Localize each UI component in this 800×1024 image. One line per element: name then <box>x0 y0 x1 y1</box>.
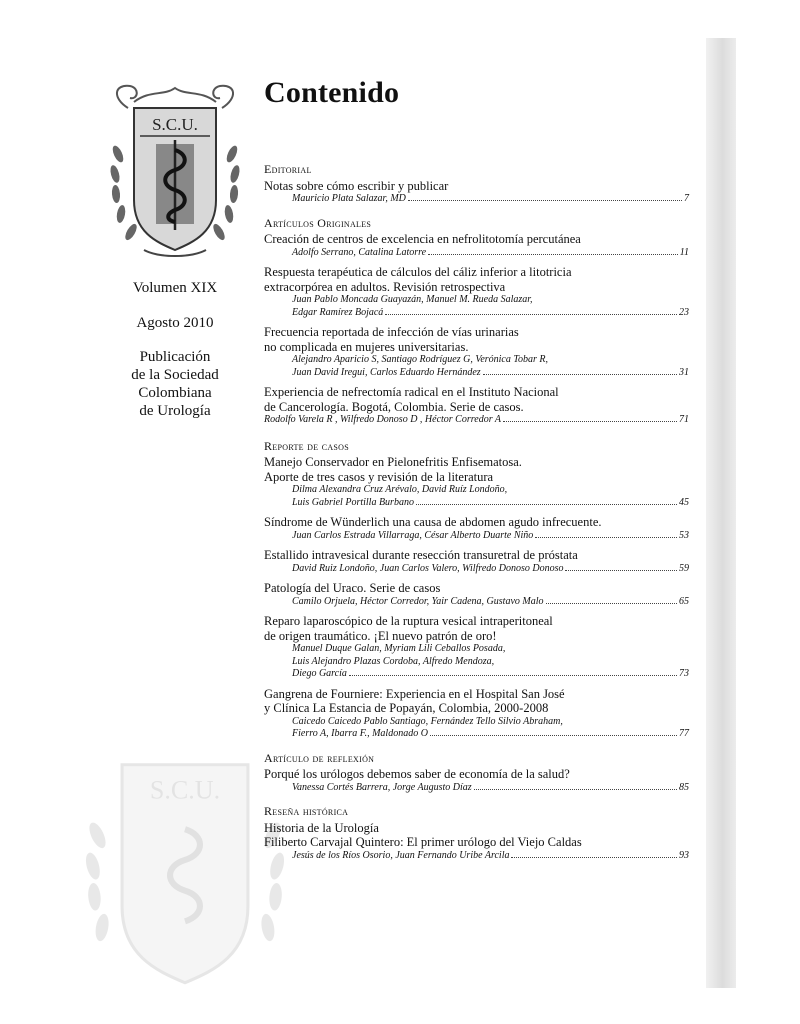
page-number: 53 <box>679 529 689 541</box>
article-title: Porqué los urólogos debemos saber de economía de la salud? <box>264 767 570 781</box>
society-crest-logo <box>104 82 246 262</box>
article-authors <box>264 850 689 863</box>
author-names: Mauricio Plata Salazar, MD <box>292 193 406 204</box>
toc-section <box>264 439 689 741</box>
author-names: Alejandro Aparicio S, Santiago Rodríguez G, Verónica Tobar R, <box>292 354 549 365</box>
toc-section <box>264 162 689 206</box>
page-number: 45 <box>679 496 689 508</box>
author-names: Caicedo Caicedo Pablo Santiago, Fernández Tello Silvio Abraham, <box>292 715 563 727</box>
article-authors <box>264 716 689 741</box>
article-authors <box>264 247 689 260</box>
article-title: Gangrena de Fourniere: Experiencia en el Hospital San José y Clínica La Estancia de Popayán, Colombia, 2000-2008 <box>264 686 565 715</box>
page-number: 77 <box>679 728 689 739</box>
right-margin-bar <box>706 38 736 988</box>
section-heading-text: Reseña histórica <box>264 804 349 818</box>
publisher-note: Publicación de la Sociedad Colombiana de Urología <box>131 349 219 419</box>
section-heading-text: Artículos Originales <box>264 215 372 230</box>
author-line <box>264 643 689 656</box>
article-authors <box>264 782 689 795</box>
article-authors <box>264 530 689 543</box>
toc-entry[interactable] <box>264 265 689 319</box>
page-number: 93 <box>679 849 689 861</box>
svg-text:S.C.U.: S.C.U. <box>149 775 221 805</box>
author-line <box>264 367 689 380</box>
author-names: Adolfo Serrano, Catalina Latorre <box>292 246 427 258</box>
article-authors <box>264 193 689 206</box>
author-names: Dilma Alexandra Cruz Arévalo, David Ruíz Londoño, <box>292 484 508 495</box>
author-line <box>264 497 689 510</box>
author-line <box>264 782 689 795</box>
author-names: Juan Carlos Estrada Villarraga, César Alberto Duarte Niño <box>292 529 534 541</box>
author-line <box>264 294 689 307</box>
author-names: Fierro A, Ibarra F., Maldonado O <box>292 728 428 739</box>
dot-leader <box>535 537 677 538</box>
author-names: David Ruiz Londoño, Juan Carlos Valero, Wilfredo Donoso Donoso <box>292 562 564 574</box>
toc-entry[interactable] <box>264 515 689 542</box>
article-title: Experiencia de nefrectomía radical en el Instituto Nacional de Cancerología. Bogotá, Colombia. Serie de casos. <box>264 385 559 414</box>
author-names: Luis Alejandro Plazas Cordoba, Alfredo Mendoza, <box>292 655 495 667</box>
article-title: Patología del Uraco. Serie de casos <box>264 581 441 595</box>
page-number: 23 <box>679 306 689 318</box>
section-heading <box>264 216 689 233</box>
article-title: Manejo Conservador en Pielonefritis Enfisematosa. Aporte de tres casos y revisión de la literatura <box>264 455 522 484</box>
section-heading <box>264 804 689 821</box>
author-line <box>264 193 689 206</box>
section-heading <box>264 162 689 179</box>
toc-entry[interactable] <box>264 455 689 509</box>
page-number: 11 <box>679 246 689 258</box>
dot-leader <box>385 314 677 315</box>
article-title: Estallido intravesical durante resección transuretral de próstata <box>264 548 578 562</box>
author-names: Edgar Ramírez Bojacá <box>292 306 384 318</box>
article-authors <box>264 294 689 319</box>
dot-leader <box>565 570 677 571</box>
article-title: Historia de la Urología Filiberto Carvajal Quintero: El primer urólogo del Viejo Caldas <box>264 820 582 849</box>
author-names: Camilo Orjuela, Héctor Corredor, Yair Cadena, Gustavo Malo <box>292 595 544 607</box>
article-authors <box>264 354 689 379</box>
author-line <box>264 530 689 543</box>
svg-text:S.C.U.: S.C.U. <box>152 115 198 134</box>
dot-leader <box>511 857 677 858</box>
section-heading <box>264 751 689 768</box>
article-title: Síndrome de Wünderlich una causa de abdomen agudo infrecuente. <box>264 515 602 529</box>
issue-date: Agosto 2010 <box>136 315 214 331</box>
dot-leader <box>503 421 677 422</box>
toc-entry[interactable] <box>264 325 689 379</box>
section-heading <box>264 439 689 456</box>
toc-section <box>264 804 689 862</box>
author-line <box>264 596 689 609</box>
page-number: 71 <box>679 414 689 425</box>
author-names: Jesús de los Ríos Osorio, Juan Fernando Uribe Arcila <box>292 849 510 861</box>
table-of-contents <box>264 162 689 868</box>
section-heading-text: Reporte de casos <box>264 438 349 453</box>
article-authors <box>264 643 689 681</box>
author-line <box>264 354 689 367</box>
volume-label: Volumen XIX <box>132 280 218 296</box>
dot-leader <box>430 735 677 736</box>
author-line <box>264 247 689 260</box>
dot-leader <box>483 374 677 375</box>
toc-entry[interactable] <box>264 767 689 794</box>
watermark-crest <box>76 722 294 1004</box>
toc-entry[interactable] <box>264 548 689 575</box>
dot-leader <box>349 675 677 676</box>
dot-leader <box>546 603 678 604</box>
dot-leader <box>474 789 677 790</box>
author-line <box>264 728 689 741</box>
article-authors <box>264 484 689 509</box>
author-names: Vanessa Cortés Barrera, Jorge Augusto Díaz <box>292 781 472 793</box>
page-number: 59 <box>679 562 689 574</box>
author-names: Diego García <box>292 668 347 679</box>
dot-leader <box>408 200 682 201</box>
author-line <box>264 850 689 863</box>
toc-entry[interactable] <box>264 821 689 863</box>
author-line <box>264 307 689 320</box>
author-line <box>264 716 689 729</box>
section-heading-text: Artículo de reflexión <box>264 750 375 765</box>
author-line <box>264 563 689 576</box>
author-line <box>264 656 689 669</box>
toc-entry[interactable] <box>264 179 689 206</box>
author-line <box>264 414 689 427</box>
page-number: 7 <box>684 193 689 204</box>
page-number: 65 <box>679 595 689 607</box>
toc-section <box>264 216 689 427</box>
author-names: Juan David Iregui, Carlos Eduardo Hernández <box>292 366 481 378</box>
article-title: Reparo laparoscópico de la ruptura vesical intraperitoneal de origen traumático. ¡El nuevo patrón de oro! <box>264 614 553 643</box>
article-title: Creación de centros de excelencia en nefrolitotomía percutánea <box>264 232 581 246</box>
toc-entry[interactable] <box>264 232 689 259</box>
dot-leader <box>428 254 678 255</box>
toc-entry[interactable] <box>264 385 689 427</box>
toc-entry[interactable] <box>264 614 689 681</box>
author-line <box>264 668 689 681</box>
author-names: Juan Pablo Moncada Guayazán, Manuel M. Rueda Salazar, <box>292 294 533 305</box>
page-number: 73 <box>679 668 689 679</box>
author-line <box>264 484 689 497</box>
toc-entry[interactable] <box>264 687 689 741</box>
page-number: 85 <box>679 781 689 793</box>
page-title: Contenido <box>264 76 400 109</box>
article-authors <box>264 414 689 427</box>
author-names: Rodolfo Varela R , Wilfredo Donoso D , Héctor Corredor A <box>264 414 502 425</box>
article-authors <box>264 563 689 576</box>
article-title: Notas sobre cómo escribir y publicar <box>264 178 449 193</box>
dot-leader <box>416 504 677 505</box>
article-title: Respuesta terapéutica de cálculos del cáliz inferior a litotricia extracorpórea en adultos. Revisión retrospectiva <box>264 265 572 294</box>
toc-section <box>264 751 689 795</box>
author-names: Manuel Duque Galan, Myriam Lili Ceballos Posada, <box>292 643 506 654</box>
section-heading-text: Editorial <box>264 162 312 176</box>
page-number: 31 <box>679 366 689 378</box>
author-names: Luis Gabriel Portilla Burbano <box>292 496 414 508</box>
toc-entry[interactable] <box>264 581 689 608</box>
article-authors <box>264 596 689 609</box>
article-title: Frecuencia reportada de infección de vías urinarias no complicada en mujeres universitarias. <box>264 325 519 354</box>
